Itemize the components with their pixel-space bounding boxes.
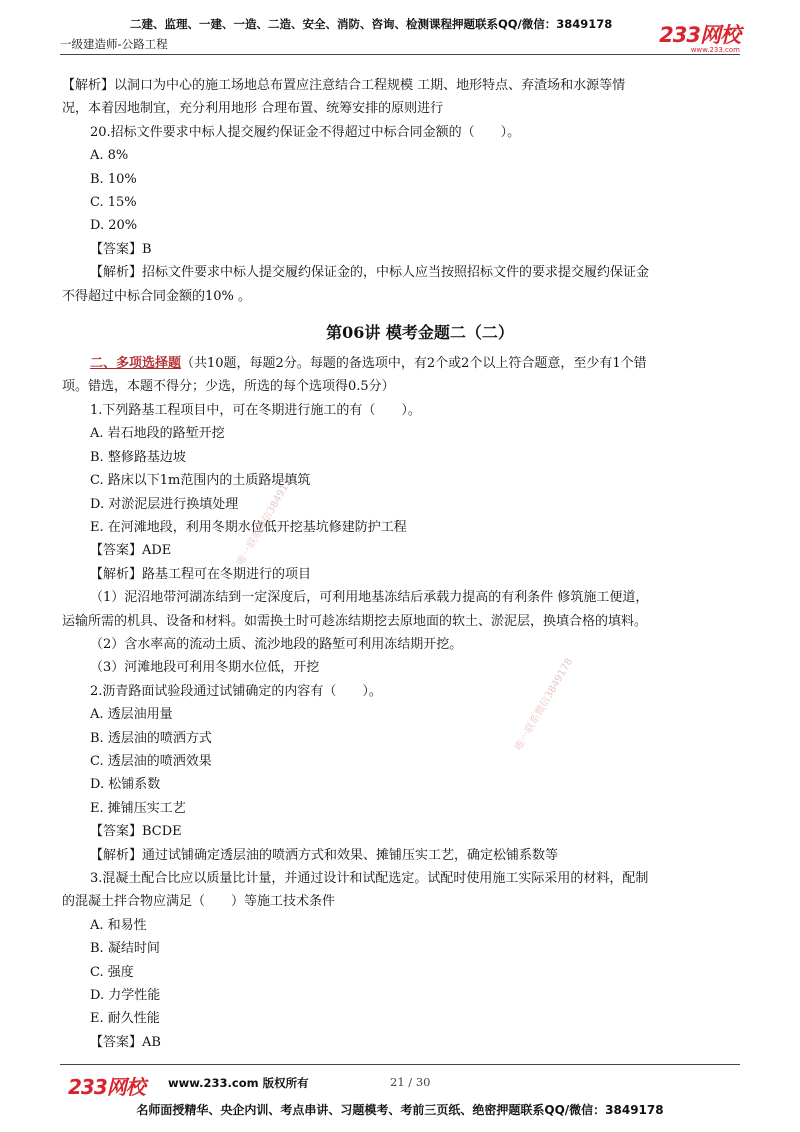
question-2: 2.沥青路面试验段通过试铺确定的内容有（ ）。 (90, 683, 382, 699)
section-title: 第06讲 模考金题二（二） (326, 323, 514, 343)
analysis-line: 【解析】路基工程可在冬期进行的项目 (90, 566, 312, 582)
text-line: 运输所需的机具、设备和材料。如需换土时可趁冻结期挖去原地面的软土、淤泥层，换填合格的填料。 (62, 613, 648, 629)
logo-text: 233网校 (659, 23, 740, 47)
question-1: 1.下列路基工程项目中，可在冬期进行施工的有（ ）。 (90, 402, 421, 418)
text-line: 【解析】以洞口为中心的施工场地总布置应注意结合工程规模 工期、地形特点、弃渣场和水源等情 (62, 78, 626, 93)
watermark: 唯一联系微信3849178 (235, 471, 298, 568)
question-20: 20.招标文件要求中标人提交履约保证金不得超过中标合同金额的（ ）。 (90, 124, 521, 140)
text-line: （2）含水率高的流动土质、流沙地段的路堑可利用冻结期开挖。 (90, 636, 463, 652)
answer-line: 【答案】BCDE (90, 824, 182, 840)
header-subject: 一级建造师-公路工程 (60, 37, 168, 51)
page-footer (60, 1064, 740, 1099)
bottom-promo: 名师面授精华、央企内训、考点串讲、习题模考、考前三页纸、绝密押题联系QQ/微信：3849178 (136, 1103, 664, 1117)
footer-copyright: www.233.com 版权所有 (168, 1076, 309, 1090)
option-line: D. 20% (90, 218, 138, 234)
option-line: D. 松铺系数 (90, 777, 161, 793)
page-number: 21 / 30 (390, 1075, 431, 1089)
option-line: E. 在河滩地段，利用冬期水位低开挖基坑修建防护工程 (90, 519, 407, 535)
brand-logo (659, 24, 740, 54)
option-line: B. 透层油的喷洒方式 (90, 730, 212, 746)
mc-heading (90, 352, 750, 375)
option-line: D. 力学性能 (90, 988, 161, 1004)
text-line: 的混凝土拌合物应满足（ ）等施工技术条件 (62, 894, 336, 910)
text-line: 况，本着因地制宜，充分利用地形 合理布置、统筹安排的原则进行 (62, 101, 444, 117)
option-line: C. 强度 (90, 964, 134, 980)
option-line: A. 岩石地段的路堑开挖 (90, 426, 225, 442)
analysis-line: 【解析】通过试铺确定透层油的喷洒方式和效果、摊铺压实工艺，确定松铺系数等 (90, 847, 559, 863)
answer-line: 【答案】ADE (90, 543, 172, 559)
mc-title: 二、多项选择题 (90, 356, 182, 372)
option-line: E. 摊铺压实工艺 (90, 800, 186, 816)
option-line: D. 对淤泥层进行换填处理 (90, 496, 239, 512)
option-line: E. 耐久性能 (90, 1011, 160, 1027)
question-3: 3.混凝土配合比应以质量比计量，并通过设计和试配选定。试配时使用施工实际采用的材料，配制 (90, 871, 649, 886)
document-body (62, 74, 750, 1054)
answer-line: 【答案】B (90, 241, 152, 257)
option-line: B. 凝结时间 (90, 941, 160, 957)
analysis-line: 【解析】招标文件要求中标人提交履约保证金的，中标人应当按照招标文件的要求提交履约保证金 (90, 265, 650, 281)
option-line: C. 15% (90, 195, 137, 211)
footer-logo: 233网校 (68, 1075, 145, 1099)
answer-line: 【答案】AB (90, 1034, 161, 1050)
logo-site: www.233.com (690, 46, 740, 54)
text-line: （3）河滩地段可利用冬期水位低，开挖 (90, 660, 320, 676)
option-line: A. 和易性 (90, 917, 147, 933)
option-line: C. 透层油的喷洒效果 (90, 753, 212, 769)
header-promo: 二建、监理、一建、一造、二造、安全、消防、咨询、检测课程押题联系QQ/微信：3849178 (130, 17, 613, 31)
option-line: C. 路床以下1m范围内的土质路堤填筑 (90, 473, 311, 489)
text-line: 不得超过中标合同金额的10% 。 (62, 288, 252, 304)
option-line: A. 8% (90, 148, 129, 164)
page-header (60, 14, 740, 55)
mc-desc: （共10题，每题2分。每题的备选项中，有2个或2个以上符合题意，至少有1个错 (181, 356, 647, 372)
text-line: （1）泥沼地带河湖冻结到一定深度后，可利用地基冻结后承载力提高的有利条件 修筑施工便道， (90, 590, 649, 606)
option-line: B. 整修路基边坡 (90, 449, 186, 465)
option-line: A. 透层油用量 (90, 707, 173, 723)
watermark: 唯一联系微信3849178 (513, 656, 576, 753)
mc-desc-line: 项。错选，本题不得分；少选，所选的每个选项得0.5分） (62, 379, 395, 395)
option-line: B. 10% (90, 171, 137, 187)
